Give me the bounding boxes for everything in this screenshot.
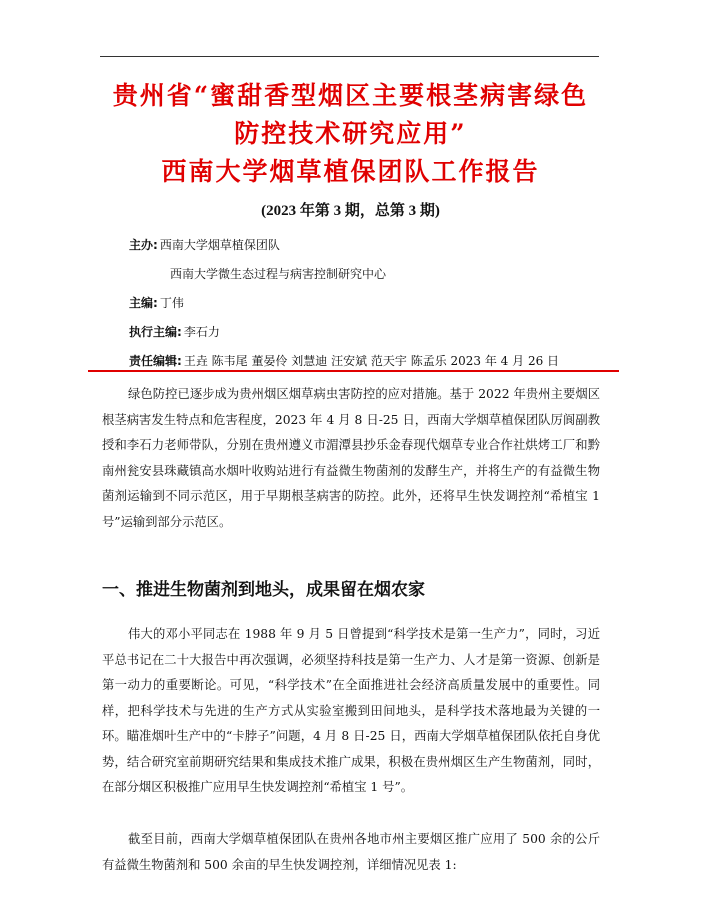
masthead-editor: [129, 294, 184, 311]
report-title-line-1: 贵州省“蜜甜香型烟区主要根茎病害绿色: [112, 81, 589, 110]
exec-editor-value: 李石力: [183, 325, 220, 339]
resp-editor-label: 责任编辑:: [129, 354, 182, 368]
exec-editor-label: 执行主编:: [129, 325, 182, 339]
header-rule: [100, 56, 599, 57]
section-heading: 一、推进生物菌剂到地头，成果留在烟农家: [102, 580, 425, 600]
masthead-exec-editor: [129, 323, 220, 340]
section-paragraph-2: 截至目前，西南大学烟草植保团队在贵州各地市州主要烟区推广应用了 500 余的公斤有益微生物菌剂和 500 余亩的早生快发调控剂，详细情况见表 1:: [102, 832, 600, 872]
resp-editor-value: 王垚 陈韦尾 董晏伶 刘慧迪 汪安斌 范天宇 陈孟乐 2023 年 4 月 26 日: [183, 354, 560, 368]
report-title-line-2: 防控技术研究应用”: [234, 119, 467, 148]
issue-number: (2023 年第 3 期，总第 3 期): [261, 203, 440, 219]
masthead-host: [129, 236, 280, 253]
section-paragraph-1: 伟大的邓小平同志在 1988 年 9 月 5 日曾提到“科学技术是第一生产力”，同时，习近平总书记在二十大报告中再次强调，必须坚持科技是第一生产力、人才是第一资源、创新是第一动力的重要断论。可见，“科学技术”在全面推进社会经济高质量发展中的重要性。同样，把科学技术与先进的生产方式从实验室搬到田间地头，是科学技术落地最为关键的一环。瞄准烟叶生产中的“卡脖子”问题，4 月 8 日-25 日，西南大学烟草植保团队依托自身优势，结合研究室前期研究结果和集成技术推广成果，积极在贵州烟区生产生物菌剂，同时，在部分烟区积极推广应用早生快发调控剂“希植宝 1 号”。: [102, 627, 600, 794]
host-value-1: 西南大学烟草植保团队: [159, 238, 280, 252]
editor-label: 主编:: [129, 296, 158, 310]
masthead-divider: [88, 370, 619, 372]
masthead-host-2: [170, 265, 386, 282]
host-value-2: 西南大学微生态过程与病害控制研究中心: [170, 267, 387, 281]
report-title-line-3: 西南大学烟草植保团队工作报告: [161, 157, 540, 186]
intro-paragraph: 绿色防控已逐步成为贵州烟区烟草病虫害防控的应对措施。基于 2022 年贵州主要烟区根茎病害发生特点和危害程度，2023 年 4 月 8 日-25 日，西南大学烟草植保团队厉阆副教授和李石力老师带队，分别在贵州遵义市湄潭县抄乐金春现代烟草专业合作社烘烤工厂和黔南州瓮安县珠藏镇高水烟叶收购站进行有益微生物菌剂的发酵生产，并将生产的有益微生物菌剂运输到不同示范区，用于早期根茎病害的防控。此外，还将早生快发调控剂“希植宝 1 号”运输到部分示范区。: [102, 387, 600, 529]
host-label: 主办:: [129, 238, 158, 252]
editor-value: 丁伟: [159, 296, 184, 310]
masthead-resp-editor: [129, 352, 559, 369]
